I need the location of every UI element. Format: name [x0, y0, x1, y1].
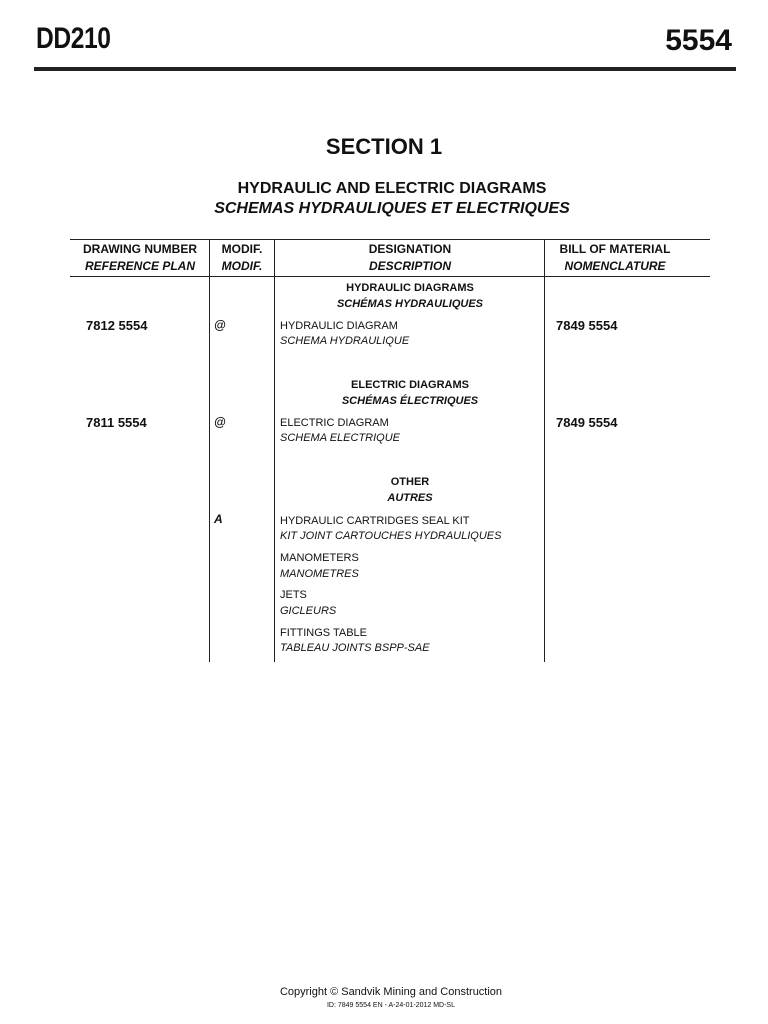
document-code: DD210 — [36, 22, 111, 55]
footer-document-id: ID: 7849 5554 EN - A-24-01-2012 MD-SL — [326, 1002, 455, 1009]
designation-fr: MANOMETRES — [280, 568, 359, 580]
column-header-modif: MODIF. — [221, 242, 263, 256]
drawing-number: 7811 5554 — [86, 415, 147, 430]
section-title: SECTION 1 — [325, 134, 443, 159]
designation-en: FITTINGS TABLE — [280, 627, 367, 639]
document-number: 5554 — [665, 24, 732, 57]
column-header-designation: DESIGNATION — [368, 242, 452, 256]
designation-en: ELECTRIC DIAGRAM — [280, 417, 389, 429]
modif-mark: A — [214, 512, 223, 526]
column-divider — [274, 240, 275, 662]
section-subtitle-fr: SCHEMAS HYDRAULIQUES ET ELECTRIQUES — [214, 200, 570, 217]
section-subtitle-en: HYDRAULIC AND ELECTRIC DIAGRAMS — [237, 180, 547, 197]
group-heading-hydraulic-fr: SCHÉMAS HYDRAULIQUES — [336, 298, 484, 310]
column-header-bill-of-material: BILL OF MATERIAL — [559, 242, 671, 256]
bill-of-material-number: 7849 5554 — [556, 415, 618, 430]
column-divider — [544, 240, 545, 662]
bill-of-material-number: 7849 5554 — [556, 318, 618, 333]
designation-fr: SCHEMA ELECTRIQUE — [280, 432, 401, 444]
group-heading-electric-fr: SCHÉMAS ÉLECTRIQUES — [341, 395, 479, 407]
column-header-drawing-number: DRAWING NUMBER — [83, 242, 197, 256]
table-header-rule — [70, 276, 710, 277]
modif-mark: @ — [214, 415, 226, 429]
designation-en: HYDRAULIC CARTRIDGES SEAL KIT — [280, 515, 470, 527]
group-heading-electric: ELECTRIC DIAGRAMS — [351, 379, 469, 391]
designation-en: JETS — [280, 589, 307, 601]
footer-copyright: Copyright © Sandvik Mining and Construction — [279, 986, 503, 998]
modif-mark: @ — [214, 318, 226, 332]
column-header-nomenclature: NOMENCLATURE — [564, 259, 666, 273]
column-header-reference-plan: REFERENCE PLAN — [84, 259, 195, 273]
designation-en: HYDRAULIC DIAGRAM — [280, 320, 398, 332]
designation-fr: TABLEAU JOINTS BSPP-SAE — [280, 642, 430, 654]
group-heading-hydraulic: HYDRAULIC DIAGRAMS — [346, 282, 474, 294]
column-divider — [209, 240, 210, 662]
designation-fr: SCHEMA HYDRAULIQUE — [280, 335, 410, 347]
designation-en: MANOMETERS — [280, 552, 359, 564]
designation-fr: GICLEURS — [280, 605, 337, 617]
column-header-description: DESCRIPTION — [368, 259, 451, 273]
designation-fr: KIT JOINT CARTOUCHES HYDRAULIQUES — [280, 530, 502, 542]
header-rule — [34, 67, 736, 71]
column-header-modif-fr: MODIF. — [221, 259, 263, 273]
group-heading-other-fr: AUTRES — [387, 492, 433, 504]
drawing-number: 7812 5554 — [86, 318, 148, 333]
table-top-rule — [70, 239, 710, 240]
group-heading-other: OTHER — [390, 476, 430, 488]
